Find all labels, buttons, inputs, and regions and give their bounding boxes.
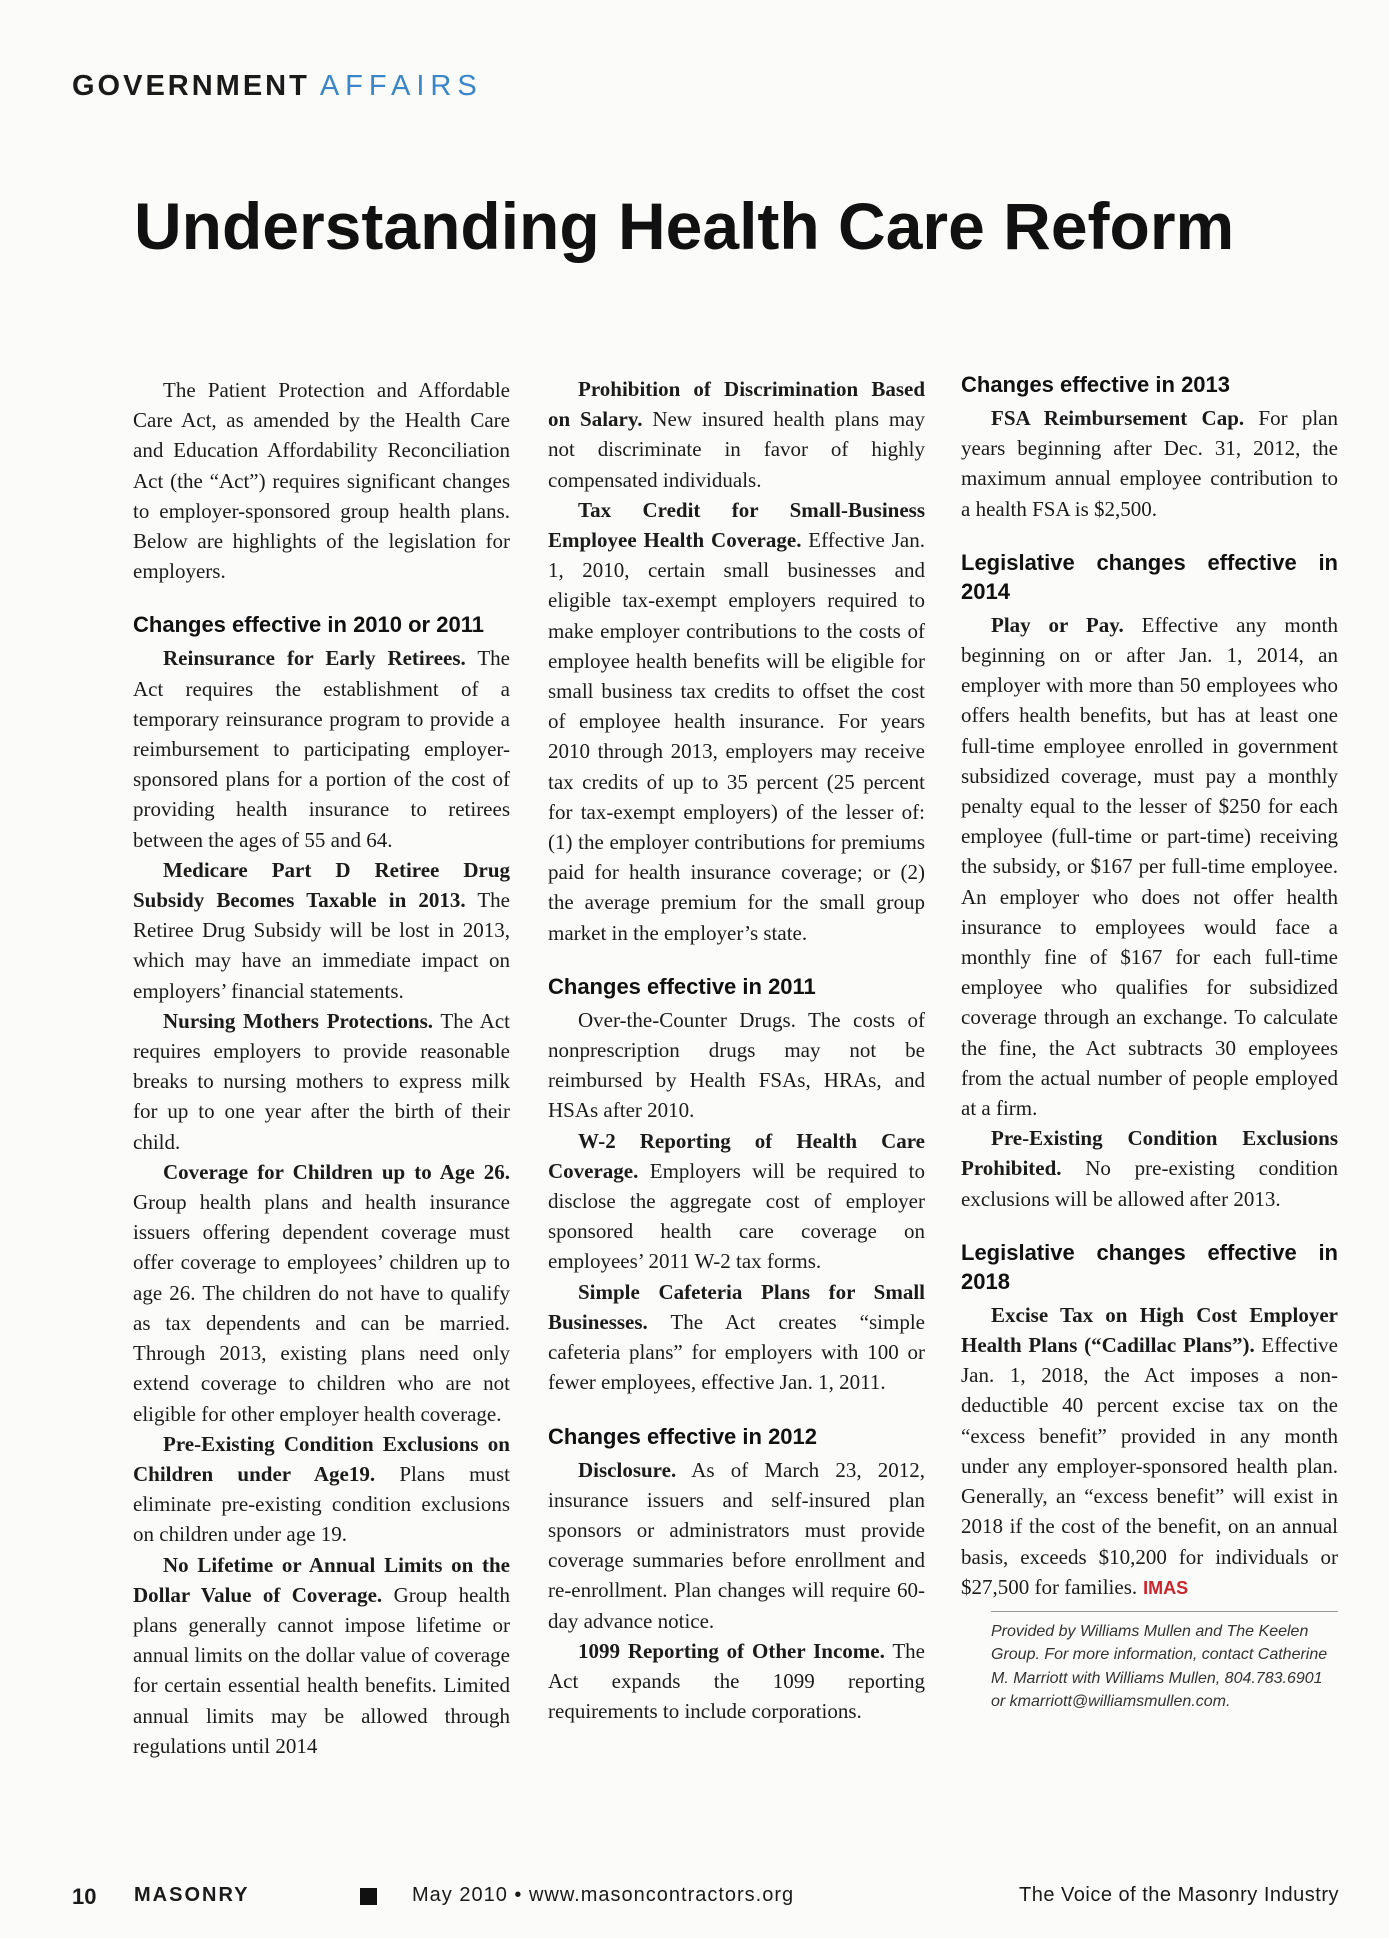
lead-fsa-cap: FSA Reimbursement Cap. xyxy=(991,406,1245,430)
paragraph-cafeteria xyxy=(548,1277,925,1398)
lead-excise-tax: Excise Tax on High Cost Employer Health Plans (“Cadillac Plans”). xyxy=(961,1302,1338,1358)
heading-2012: Changes effective in 2012 xyxy=(548,1423,818,1449)
section-label-government: GOVERNMENT xyxy=(72,70,310,102)
footer-tagline: The Voice of the Masonry Industry xyxy=(1019,1884,1339,1906)
body-medicare: The Retiree Drug Subsidy will be lost in 2013, which may have an immediate impact on employers’ financial statements. xyxy=(133,888,510,1003)
heading-2014: Legislative changes effective in 2014 xyxy=(961,549,1338,604)
paragraph-play-or-pay xyxy=(961,610,1338,1123)
credit-note: Provided by Williams Mullen and The Keelen Group. For more information, contact Catherine M. Marriott with Williams Mullen, 804.783.6901 or kmarriott@williamsmullen.com. xyxy=(991,1611,1338,1714)
square-bullet-icon xyxy=(360,1888,377,1905)
section-label-affairs: AFFAIRS xyxy=(319,70,483,102)
paragraph-discrimination xyxy=(548,374,925,495)
heading-2011: Changes effective in 2011 xyxy=(548,973,816,999)
lead-preexisting-prohibited: Pre-Existing Condition Exclusions Prohibited. xyxy=(961,1126,1338,1181)
lead-nursing: Nursing Mothers Protections. xyxy=(163,1008,434,1033)
lead-lifetime-limits: No Lifetime or Annual Limits on the Dollar Value of Coverage. xyxy=(133,1552,510,1607)
column-3 xyxy=(961,370,1338,1714)
lead-reinsurance: Reinsurance for Early Retirees. xyxy=(163,646,466,671)
heading-2018: Legislative changes effective in 2018 xyxy=(961,1239,1338,1294)
body-w2: Employers will be required to disclose the aggregate cost of employer sponsored health care coverage on employees’ 2011 W-2 tax forms. xyxy=(548,1158,925,1274)
paragraph-reinsurance xyxy=(133,643,510,854)
body-excise-tax: Effective Jan. 1, 2018, the Act imposes a non-deductible 40 percent excise tax on the “excess benefit” provided in any month under any employer-sponsored health plan. Generally, an “excess benefit” will exist in 2018 if the cost of the benefit, on an annual basis, exceeds $10,200 for individuals or $27,500 for families. xyxy=(961,1333,1338,1599)
paragraph-disclosure xyxy=(548,1455,925,1636)
lead-cafeteria: Simple Cafeteria Plans for Small Businesses. xyxy=(548,1279,925,1334)
body-children: Group health plans and health insurance issuers offering dependent coverage must offer coverage to employees’ children up to age 26. The children do not have to qualify as tax dependents and can be married. Through 2013, existing plans need only extend coverage to children who are not eligible for other employer health coverage. xyxy=(133,1190,510,1426)
paragraph-excise-tax xyxy=(961,1300,1338,1603)
page-number: 10 xyxy=(72,1884,97,1909)
paragraph-fsa-cap xyxy=(961,403,1338,524)
paragraph-medicare xyxy=(133,855,510,1006)
paragraph-nursing xyxy=(133,1006,510,1157)
issue-date-url: May 2010 • www.masoncontractors.org xyxy=(412,1884,795,1906)
paragraph-preexisting-children xyxy=(133,1429,510,1550)
lead-preexisting-children: Pre-Existing Condition Exclusions on Children under Age19. xyxy=(133,1431,510,1486)
lead-discrimination: Prohibition of Discrimination Based on Salary. xyxy=(548,377,925,432)
paragraph-otc-drugs: Over-the-Counter Drugs. The costs of nonprescription drugs may not be reimbursed by Health FSAs, HRAs, and HSAs after 2010. xyxy=(548,1007,925,1123)
heading-2010-2011: Changes effective in 2010 or 2011 xyxy=(133,612,484,638)
imas-end-mark: IMAS xyxy=(1143,1577,1189,1598)
body-reinsurance: The Act requires the establishment of a temporary reinsurance program to provide a reimbursement to participating employer-sponsored plans for a portion of the cost of providing health insurance to retirees between the ages of 55 and 64. xyxy=(133,646,510,852)
article-title: Understanding Health Care Reform xyxy=(134,189,1235,263)
lead-disclosure: Disclosure. xyxy=(578,1457,677,1482)
paragraph-tax-credit xyxy=(548,495,925,948)
page-footer xyxy=(72,1884,1339,1914)
lead-play-or-pay: Play or Pay. xyxy=(991,612,1124,637)
body-fsa-cap: For plan years beginning after Dec. 31, 2012, the maximum annual employee contribution to a health FSA is $2,500. xyxy=(961,406,1338,521)
heading-2013: Changes effective in 2013 xyxy=(961,372,1231,397)
body-lifetime-limits: Group health plans generally cannot impose lifetime or annual limits on the dollar value of coverage for certain essential health benefits. Limited annual limits may be allowed through regulations until 2014 xyxy=(133,1582,510,1758)
lead-medicare: Medicare Part D Retiree Drug Subsidy Becomes Taxable in 2013. xyxy=(133,857,510,913)
magazine-name: MASONRY xyxy=(134,1884,250,1906)
paragraph-1099 xyxy=(548,1636,925,1727)
paragraph-w2 xyxy=(548,1126,925,1277)
paragraph-children xyxy=(133,1157,510,1429)
body-nursing: The Act requires employers to provide reasonable breaks to nursing mothers to express milk for up to one year after the birth of their child. xyxy=(133,1008,510,1154)
lead-w2: W-2 Reporting of Health Care Coverage. xyxy=(548,1128,925,1183)
column-2 xyxy=(548,374,925,1726)
paragraph-lifetime-limits xyxy=(133,1550,510,1761)
body-disclosure: As of March 23, 2012, insurance issuers and self-insured plan sponsors or administrators must provide coverage summaries before enrollment and re-enrollment. Plan changes will require 60-day advance notice. xyxy=(548,1457,925,1633)
lead-1099: 1099 Reporting of Other Income. xyxy=(578,1638,885,1663)
body-preexisting-prohibited: No pre-existing condition exclusions will be allowed after 2013. xyxy=(961,1156,1338,1211)
body-tax-credit: Effective Jan. 1, 2010, certain small businesses and eligible tax-exempt employers required to make employer contributions to the costs of employee health benefits will be eligible for small business tax credits to offset the cost of employee health insurance. For years 2010 through 2013, employers may receive tax credits of up to 35 percent (25 percent for tax-exempt employers) of the lesser of: (1) the employer contributions for premiums paid for health insurance coverage; or (2) the average premium for the small group market in the employer’s state. xyxy=(548,528,925,945)
body-discrimination: New insured health plans may not discriminate in favor of highly compensated individuals. xyxy=(548,407,925,492)
lead-tax-credit: Tax Credit for Small-Business Employee Health Coverage. xyxy=(548,497,925,553)
body-play-or-pay: Effective any month beginning on or after Jan. 1, 2014, an employer with more than 50 employees who offers health benefits, but has at least one full-time employee enrolled in government subsidized coverage, must pay a monthly penalty equal to the lesser of $250 for each employee (full-time or part-time) receiving the subsidy, or $167 per full-time employee. An employer who does not offer health insurance to employees would face a monthly fine of $167 for each full-time employee who qualifies for subsidized coverage through an exchange. To calculate the fine, the Act subtracts 30 employees from the actual number of people employed at a firm. xyxy=(961,612,1338,1121)
section-label xyxy=(72,70,483,103)
intro-paragraph: The Patient Protection and Affordable Care Act, as amended by the Health Care and Education Affordability Reconciliation Act (the “Act”) requires significant changes to employer-sponsored group health plans. Below are highlights of the legislation for employers. xyxy=(133,378,510,584)
lead-children: Coverage for Children up to Age 26. xyxy=(163,1159,510,1184)
column-1 xyxy=(133,375,510,1761)
body-1099: The Act expands the 1099 reporting requirements to include corporations. xyxy=(548,1638,925,1724)
paragraph-preexisting-prohibited xyxy=(961,1123,1338,1214)
body-preexisting-children: Plans must eliminate pre-existing condition exclusions on children under age 19. xyxy=(133,1461,510,1547)
body-cafeteria: The Act creates “simple cafeteria plans” for employers with 100 or fewer employees, effective Jan. 1, 2011. xyxy=(548,1309,925,1395)
